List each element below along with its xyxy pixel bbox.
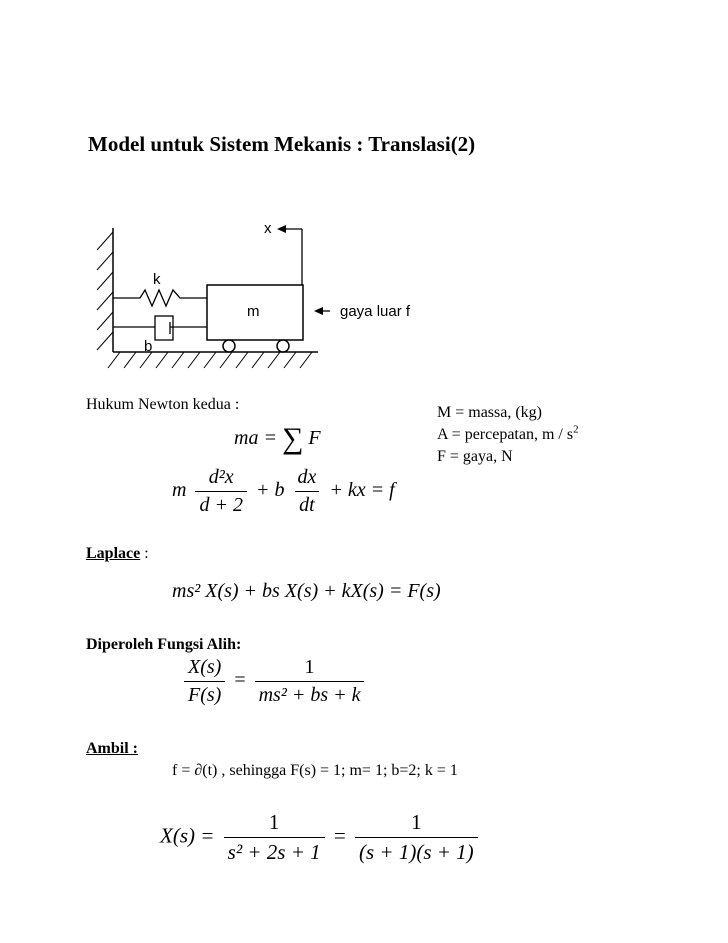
fraction-final-1 [224, 810, 325, 865]
laplace-heading [86, 545, 149, 563]
definition-acceleration-sup: 2 [573, 423, 579, 436]
damper [113, 316, 207, 340]
eq2-den1: d + 2 [195, 491, 247, 517]
definition-force: F = gaya, N [437, 448, 513, 465]
final-den1: s² + 2s + 1 [224, 837, 325, 865]
laplace-label: Laplace [86, 545, 141, 562]
eq2-mid: + b [255, 479, 285, 502]
transfer-equals: = [234, 669, 246, 692]
eq2-num2: dx [297, 466, 317, 488]
final-equals: = [333, 823, 346, 848]
transfer-num-left: X(s) [188, 656, 222, 678]
eq2-num1: d²x [208, 466, 234, 488]
eq2-den2: dt [295, 491, 319, 517]
eq2-m: m [172, 479, 187, 502]
final-lhs: X(s) = [160, 823, 215, 848]
wheel-left [223, 340, 235, 352]
ambil-text: f = ∂(t) , sehingga F(s) = 1; m= 1; b=2; k = 1 [172, 762, 458, 779]
transfer-den-left: F(s) [184, 681, 225, 707]
newton-equation-2 [172, 466, 395, 517]
final-num2: 1 [411, 810, 422, 834]
m-label: m [247, 303, 260, 320]
ambil-label: Ambil : [86, 740, 138, 757]
eq1-rhs: F [308, 427, 321, 449]
fraction-d2x [195, 466, 247, 517]
wall-hatching [97, 232, 113, 350]
x-label: x [264, 220, 272, 237]
definition-acceleration-text: A = percepatan, m / s [437, 426, 574, 443]
displacement-arrow [282, 229, 302, 285]
transfer-num-right: 1 [304, 656, 315, 678]
final-equation [160, 810, 482, 865]
transfer-equation [180, 656, 368, 707]
fraction-xs-fs [184, 656, 225, 707]
final-den2: (s + 1)(s + 1) [355, 837, 478, 865]
mass-spring-damper-diagram [0, 0, 728, 400]
definition-mass: M = massa, (kg) [437, 404, 543, 421]
laplace-colon: : [140, 545, 149, 562]
fraction-transfer [255, 656, 365, 707]
newton-equation-1 [234, 422, 321, 456]
spring [113, 290, 207, 306]
eq2-rhs: + kx = f [329, 479, 395, 502]
final-num1: 1 [268, 810, 280, 834]
ground-hatching [108, 352, 312, 368]
wheel-right [277, 340, 289, 352]
definition-acceleration [437, 423, 579, 444]
laplace-equation: ms² X(s) + bs X(s) + kX(s) = F(s) [172, 580, 441, 602]
k-label: k [153, 271, 161, 288]
sum-symbol: ∑ [281, 422, 304, 455]
eq1-lhs: ma = [234, 427, 277, 449]
force-label: gaya luar f [340, 303, 411, 320]
displacement-arrowhead [277, 225, 286, 233]
page-title: Model untuk Sistem Mekanis : Translasi(2) [88, 132, 476, 156]
newton-heading: Hukum Newton kedua : [86, 396, 240, 413]
transfer-den-right: ms² + bs + k [255, 681, 365, 707]
b-label: b [144, 338, 153, 355]
transfer-heading: Diperoleh Fungsi Alih: [86, 636, 242, 653]
fraction-dxdt [293, 466, 320, 517]
force-arrowhead [314, 307, 323, 315]
fraction-final-2 [355, 810, 478, 865]
